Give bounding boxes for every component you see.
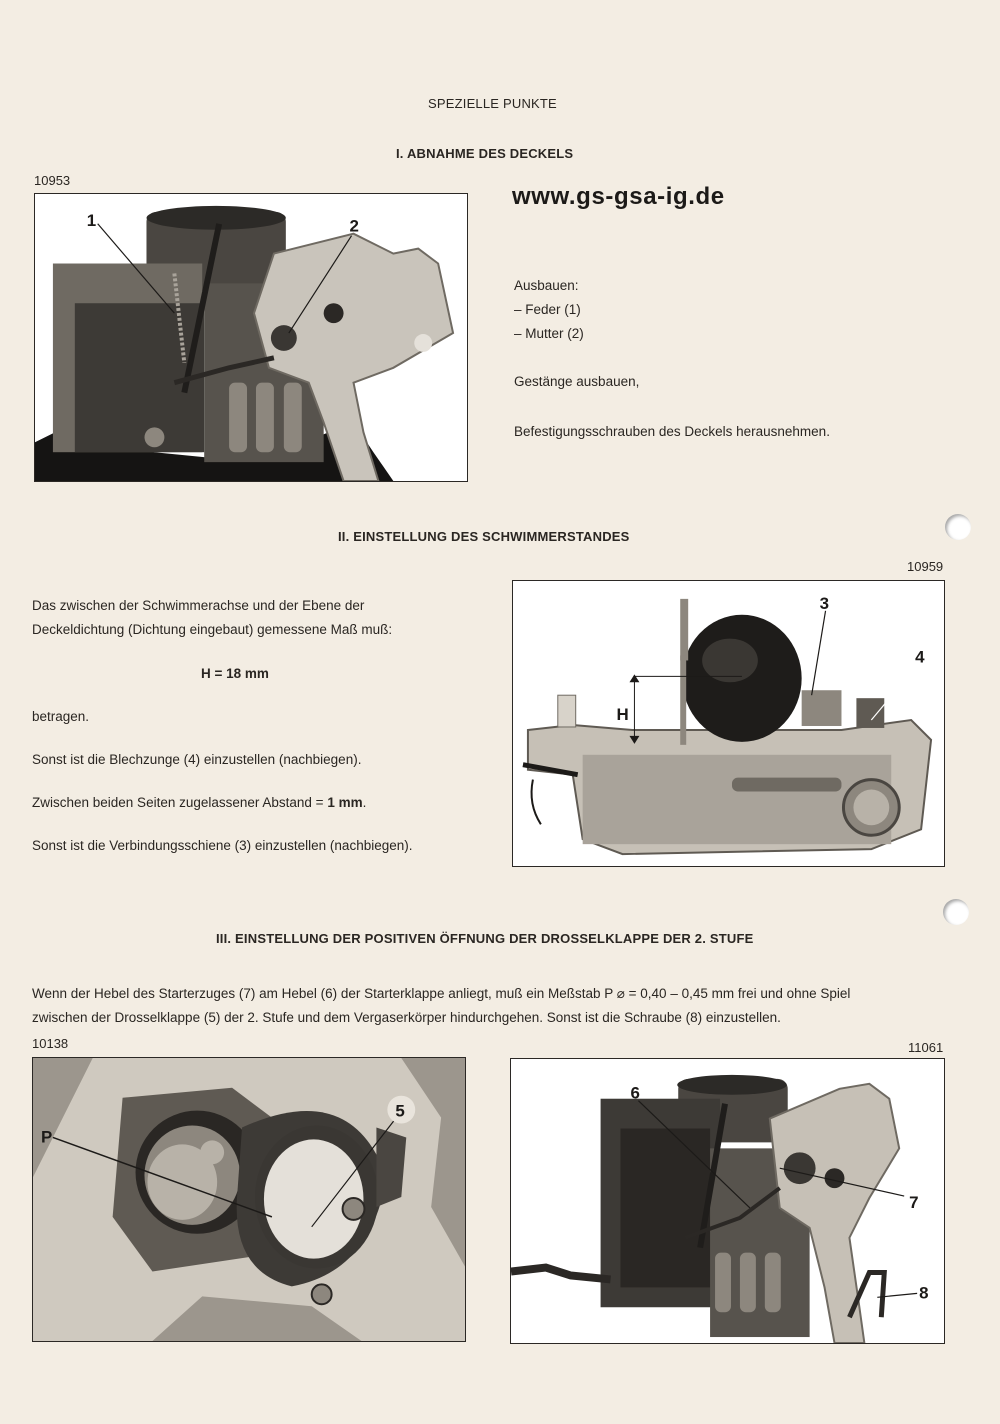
- text-section3-line2: zwischen der Drosselklappe (5) der 2. Stufe und dem Vergaserkörper hindurchgehen. Sonst ist die Schraube (8) einzustellen.: [32, 1010, 781, 1025]
- photo-carburetor-cover: [34, 193, 468, 482]
- photo-throttle-valve: [32, 1057, 466, 1342]
- callout-2: 2: [349, 216, 359, 236]
- figure-number-10959: 10959: [907, 559, 944, 574]
- text-abstand-label: Zwischen beiden Seiten zugelassener Abstand =: [32, 795, 328, 810]
- callout-H: H: [616, 705, 629, 725]
- text-abstand: [32, 791, 502, 815]
- text-intro-line1: Das zwischen der Schwimmerachse und der Ebene der: [32, 598, 365, 613]
- section2-title: II. EINSTELLUNG DES SCHWIMMERSTANDES: [338, 529, 630, 544]
- text-feder: – Feder (1): [514, 302, 581, 317]
- text-ausbauen: Ausbauen:: [514, 278, 579, 293]
- text-mutter: – Mutter (2): [514, 326, 584, 341]
- figure-number-11061: 11061: [908, 1040, 944, 1055]
- callout-8: 8: [919, 1283, 929, 1303]
- section3-title: III. EINSTELLUNG DER POSITIVEN ÖFFNUNG DER DROSSELKLAPPE DER 2. STUFE: [216, 931, 754, 946]
- text-abstand-value: 1 mm: [327, 795, 363, 810]
- photo-starter-lever: [510, 1058, 945, 1344]
- website-watermark: www.gs-gsa-ig.de: [512, 183, 725, 210]
- section3-text: [32, 982, 972, 1030]
- text-sonst-blechzunge: Sonst ist die Blechzunge (4) einzustellen (nachbiegen).: [32, 752, 362, 767]
- text-section3-line1: Wenn der Hebel des Starterzuges (7) am Hebel (6) der Starterklappe anliegt, muß ein Meßstab P ⌀ = 0,40 – 0,45 mm frei und ohne Spiel: [32, 986, 851, 1001]
- text-befestigung: Befestigungsschrauben des Deckels herausnehmen.: [514, 424, 830, 439]
- callout-4: 4: [915, 647, 925, 667]
- punch-hole-upper: [945, 514, 971, 540]
- text-measure: H = 18 mm: [201, 666, 269, 681]
- callout-7: 7: [909, 1192, 919, 1212]
- page-header: SPEZIELLE PUNKTE: [428, 96, 557, 111]
- figure-number-10953: 10953: [34, 173, 71, 188]
- figure-number-10138: 10138: [32, 1036, 69, 1051]
- callout-6: 6: [630, 1083, 640, 1103]
- text-intro-line2: Deckeldichtung (Dichtung eingebaut) gemessene Maß muß:: [32, 622, 393, 637]
- section1-title: I. ABNAHME DES DECKELS: [396, 146, 574, 161]
- callout-1: 1: [86, 210, 97, 230]
- callout-P: P: [40, 1127, 53, 1147]
- callout-5: 5: [395, 1101, 405, 1121]
- callout-3: 3: [819, 593, 829, 613]
- section2-text: [32, 594, 502, 858]
- text-betragen: betragen.: [32, 709, 90, 724]
- punch-hole-lower: [943, 899, 969, 925]
- text-sonst-verbindung: Sonst ist die Verbindungsschiene (3) einzustellen (nachbiegen).: [32, 838, 413, 853]
- text-gestaenge: Gestänge ausbauen,: [514, 374, 640, 389]
- photo-float-level: [512, 580, 945, 867]
- text-abstand-end: .: [362, 795, 367, 810]
- section1-text: [514, 274, 830, 444]
